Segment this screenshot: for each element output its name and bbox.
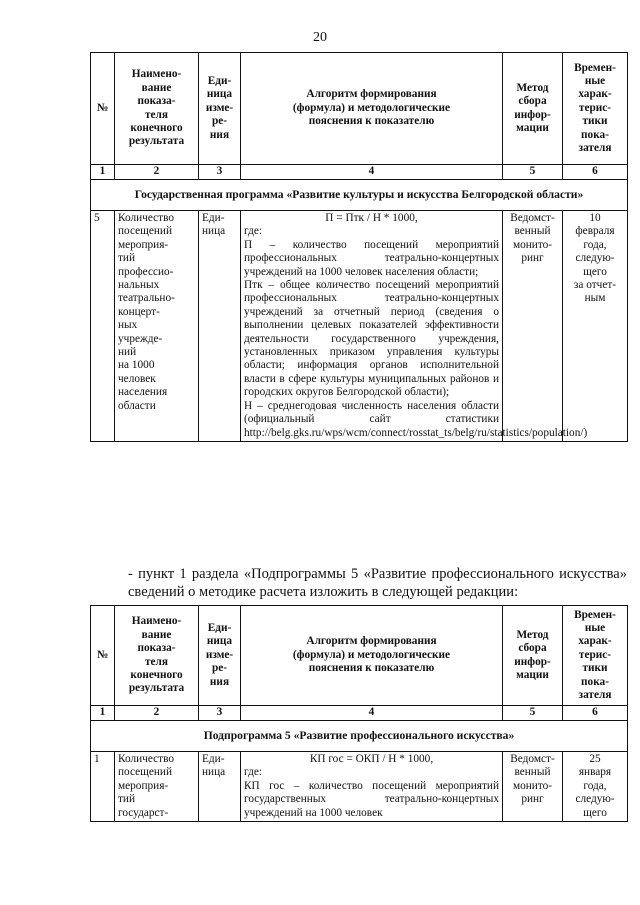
unit-of-measure: Еди- ница: [199, 752, 241, 822]
column-number: 6: [563, 706, 628, 721]
header-unit: Еди- ница изме- ре- ния: [199, 53, 241, 165]
formula: П = Птк / Н * 1000,: [325, 212, 418, 224]
header-number: №: [91, 606, 115, 706]
header-row: [91, 606, 628, 706]
header-indicator-name: Наимено- вание показа- теля конечного результата: [115, 53, 199, 165]
header-unit: Еди- ница изме- ре- ния: [199, 606, 241, 706]
time-characteristics: 25 января года, следую- щего: [563, 752, 628, 822]
indicator-name: Количество посещений мероприя- тий государст-: [115, 752, 199, 822]
algorithm-explanation: где: КП гос – количество посещений мероприятий государственных театрально-концертных учреждений на 1000 человек: [244, 766, 499, 819]
paragraph-text: - пункт 1 раздела «Подпрограммы 5 «Развитие профессионального искусства» сведений о методике расчета изложить в следующей редакции:: [128, 566, 627, 600]
column-number: 2: [115, 165, 199, 180]
formula: КП гос = ОКП / Н * 1000,: [309, 753, 434, 765]
time-characteristics: 10 февраля года, следую- щего за отчет- ным: [563, 211, 628, 442]
header-method: Метод сбора инфор- мации: [503, 53, 563, 165]
algorithm-cell: [241, 752, 503, 822]
indicator-name: Количество посещений мероприя- тий профессио- нальных театрально- концерт- ных учрежде- ний на 1000 человек населения области: [115, 211, 199, 442]
amendment-paragraph: [90, 565, 627, 601]
table-row: [91, 752, 628, 822]
column-number: 3: [199, 706, 241, 721]
header-method: Метод сбора инфор- мации: [503, 606, 563, 706]
header-number: №: [91, 53, 115, 165]
section-title: Подпрограмма 5 «Развитие профессионального искусства»: [91, 721, 628, 752]
header-timing: Времен- ные харак- терис- тики пока- зателя: [563, 53, 628, 165]
header-timing: Времен- ные харак- терис- тики пока- зателя: [563, 606, 628, 706]
column-number: 3: [199, 165, 241, 180]
methodology-table-1: [90, 52, 628, 442]
row-number: 1: [91, 752, 115, 822]
header-algorithm: Алгоритм формирования (формула) и методологические пояснения к показателю: [241, 53, 503, 165]
column-number: 1: [91, 706, 115, 721]
header-row: [91, 53, 628, 165]
page-number: 20: [313, 30, 327, 45]
column-number: 4: [241, 165, 503, 180]
section-title: Государственная программа «Развитие культуры и искусства Белгородской области»: [91, 180, 628, 211]
column-numbers-row: [91, 165, 628, 180]
column-number: 4: [241, 706, 503, 721]
table-row: [91, 211, 628, 442]
column-number: 6: [563, 165, 628, 180]
algorithm-explanation: где: П – количество посещений мероприятий профессиональных театрально-концертных учреждений на 1000 человек населения области; Птк – общее количество посещений мероприятий профессиональных театрально-концертных учреждений за отчетный период (сведения о выполнении целевых показателей эффективности деятельности государственного учреждения, установленных приказом управления культуры области; информация органов исполнительной власти в сфере культуры муниципальных районов и городских округов Белгородской области); Н – среднегодовая численность населения области (официальный сайт статистики http://belg.gks.ru/wps/wcm/connect/rosstat_ts/belg/ru/statistics/population/): [244, 225, 588, 439]
header-algorithm: Алгоритм формирования (формула) и методологические пояснения к показателю: [241, 606, 503, 706]
header-indicator-name: Наимено- вание показа- теля конечного результата: [115, 606, 199, 706]
section-row: [91, 721, 628, 752]
collection-method: Ведомст- венный монито- ринг: [503, 211, 563, 442]
column-numbers-row: [91, 706, 628, 721]
unit-of-measure: Еди- ница: [199, 211, 241, 442]
column-number: 5: [503, 165, 563, 180]
column-number: 5: [503, 706, 563, 721]
column-number: 2: [115, 706, 199, 721]
row-number: 5: [91, 211, 115, 442]
section-row: [91, 180, 628, 211]
column-number: 1: [91, 165, 115, 180]
collection-method: Ведомст- венный монито- ринг: [503, 752, 563, 822]
methodology-table-2: [90, 605, 628, 822]
